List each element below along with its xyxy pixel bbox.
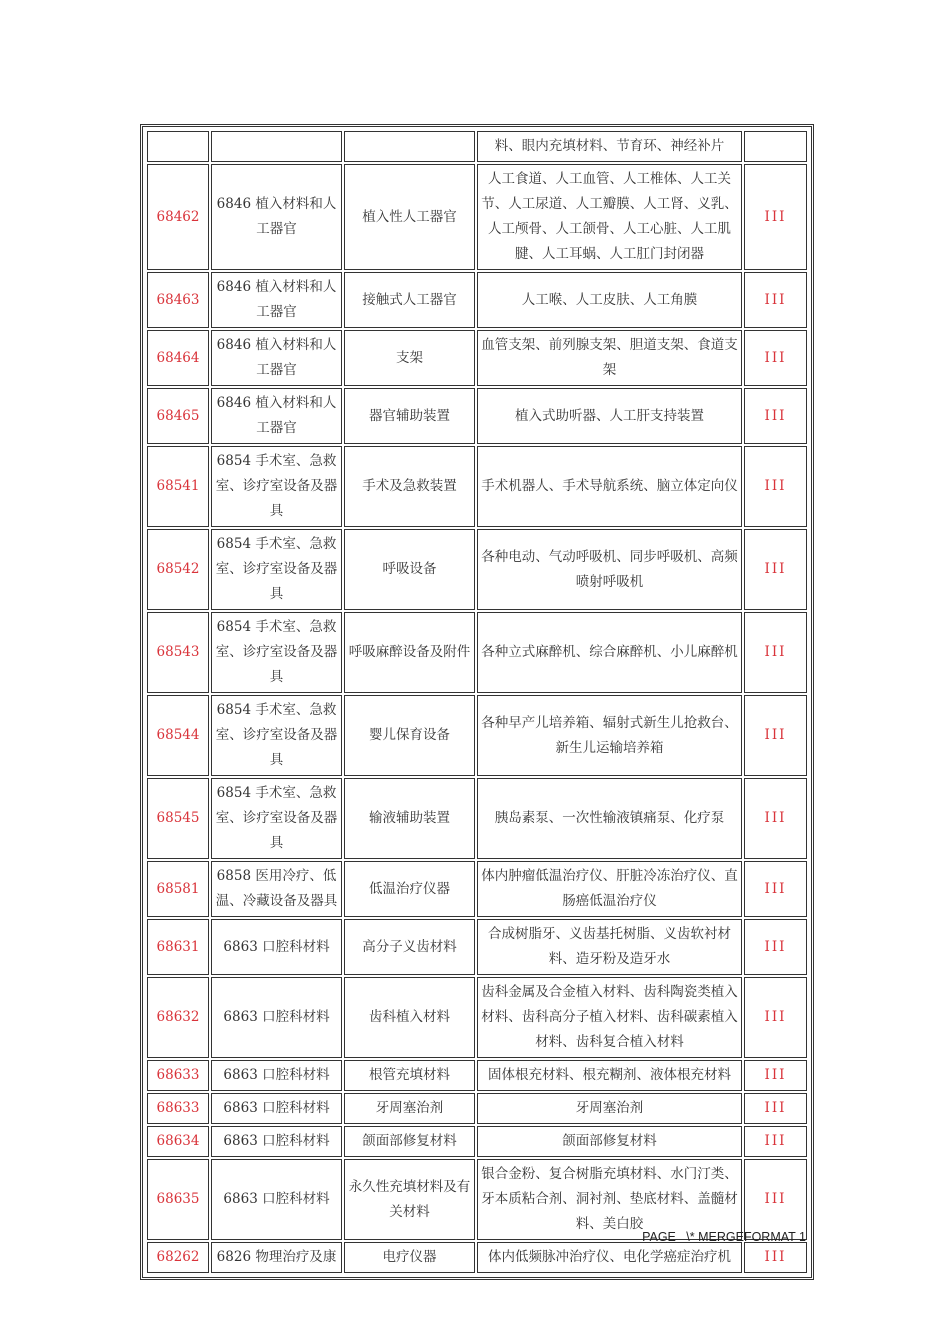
code-cell: 68464 <box>147 330 209 386</box>
table-row <box>147 131 807 162</box>
table-row <box>147 388 807 444</box>
examples-cell: 料、眼内充填材料、节育环、神经补片 <box>477 131 742 162</box>
product-name-cell: 接触式人工器官 <box>344 272 475 328</box>
product-name-cell: 植入性人工器官 <box>344 164 475 270</box>
table-row <box>147 529 807 610</box>
table-row <box>147 446 807 527</box>
category-cell: 6863 口腔科材料 <box>211 977 342 1058</box>
code-cell: 68542 <box>147 529 209 610</box>
code-cell: 68545 <box>147 778 209 859</box>
class-cell: III <box>744 1060 807 1091</box>
product-name-cell <box>344 131 475 162</box>
product-name-cell: 根管充填材料 <box>344 1060 475 1091</box>
category-cell: 6863 口腔科材料 <box>211 919 342 975</box>
table-row <box>147 919 807 975</box>
table-row <box>147 778 807 859</box>
class-cell: III <box>744 861 807 917</box>
class-cell: III <box>744 1093 807 1124</box>
code-cell: 68632 <box>147 977 209 1058</box>
class-cell: III <box>744 612 807 693</box>
code-cell: 68631 <box>147 919 209 975</box>
examples-cell: 植入式助听器、人工肝支持装置 <box>477 388 742 444</box>
class-cell: III <box>744 1126 807 1157</box>
table-row <box>147 695 807 776</box>
product-name-cell: 齿科植入材料 <box>344 977 475 1058</box>
code-cell: 68633 <box>147 1093 209 1124</box>
examples-cell: 银合金粉、复合树脂充填材料、水门汀类、牙本质粘合剂、洞衬剂、垫底材料、盖髓材料、美白胶 <box>477 1159 742 1240</box>
table-row <box>147 1242 807 1273</box>
examples-cell: 体内肿瘤低温治疗仪、肝脏冷冻治疗仪、直肠癌低温治疗仪 <box>477 861 742 917</box>
table-row <box>147 612 807 693</box>
category-cell: 6846 植入材料和人工器官 <box>211 164 342 270</box>
category-cell: 6854 手术室、急救室、诊疗室设备及器具 <box>211 778 342 859</box>
examples-cell: 各种早产儿培养箱、辐射式新生儿抢救台、新生儿运输培养箱 <box>477 695 742 776</box>
examples-cell: 各种电动、气动呼吸机、同步呼吸机、高频喷射呼吸机 <box>477 529 742 610</box>
table-frame <box>140 124 814 1280</box>
examples-cell: 血管支架、前列腺支架、胆道支架、食道支架 <box>477 330 742 386</box>
examples-cell: 固体根充材料、根充糊剂、液体根充材料 <box>477 1060 742 1091</box>
code-cell: 68581 <box>147 861 209 917</box>
device-classification-table <box>145 129 809 1275</box>
table-row <box>147 977 807 1058</box>
code-cell: 68543 <box>147 612 209 693</box>
code-cell: 68465 <box>147 388 209 444</box>
code-cell: 68463 <box>147 272 209 328</box>
class-cell: III <box>744 1159 807 1240</box>
examples-cell: 合成树脂牙、义齿基托树脂、义齿软衬材料、造牙粉及造牙水 <box>477 919 742 975</box>
code-cell: 68462 <box>147 164 209 270</box>
product-name-cell: 器官辅助装置 <box>344 388 475 444</box>
table-row <box>147 164 807 270</box>
category-cell: 6863 口腔科材料 <box>211 1093 342 1124</box>
table-row <box>147 1126 807 1157</box>
examples-cell: 齿科金属及合金植入材料、齿科陶瓷类植入材料、齿科高分子植入材料、齿科碳素植入材料、齿科复合植入材料 <box>477 977 742 1058</box>
table-row <box>147 861 807 917</box>
class-cell: III <box>744 272 807 328</box>
code-cell: 68262 <box>147 1242 209 1273</box>
product-name-cell: 手术及急救装置 <box>344 446 475 527</box>
code-cell: 68541 <box>147 446 209 527</box>
examples-cell: 牙周塞治剂 <box>477 1093 742 1124</box>
category-cell: 6863 口腔科材料 <box>211 1060 342 1091</box>
category-cell: 6854 手术室、急救室、诊疗室设备及器具 <box>211 446 342 527</box>
product-name-cell: 电疗仪器 <box>344 1242 475 1273</box>
class-cell: III <box>744 446 807 527</box>
product-name-cell: 支架 <box>344 330 475 386</box>
class-cell: III <box>744 1242 807 1273</box>
examples-cell: 人工喉、人工皮肤、人工角膜 <box>477 272 742 328</box>
category-cell: 6854 手术室、急救室、诊疗室设备及器具 <box>211 529 342 610</box>
product-name-cell: 高分子义齿材料 <box>344 919 475 975</box>
product-name-cell: 输液辅助装置 <box>344 778 475 859</box>
product-name-cell: 婴儿保育设备 <box>344 695 475 776</box>
code-cell: 68634 <box>147 1126 209 1157</box>
class-cell: III <box>744 164 807 270</box>
examples-cell: 颌面部修复材料 <box>477 1126 742 1157</box>
code-cell: 68633 <box>147 1060 209 1091</box>
class-cell: III <box>744 778 807 859</box>
category-cell: 6846 植入材料和人工器官 <box>211 388 342 444</box>
examples-cell: 人工食道、人工血管、人工椎体、人工关节、人工尿道、人工瓣膜、人工肾、义乳、人工颅骨、人工颌骨、人工心脏、人工肌腱、人工耳蜗、人工肛门封闭器 <box>477 164 742 270</box>
category-cell: 6846 植入材料和人工器官 <box>211 272 342 328</box>
table-row <box>147 330 807 386</box>
category-cell: 6854 手术室、急救室、诊疗室设备及器具 <box>211 695 342 776</box>
class-cell: III <box>744 388 807 444</box>
category-cell: 6846 植入材料和人工器官 <box>211 330 342 386</box>
product-name-cell: 永久性充填材料及有关材料 <box>344 1159 475 1240</box>
class-cell: III <box>744 330 807 386</box>
class-cell: III <box>744 529 807 610</box>
code-cell: 68544 <box>147 695 209 776</box>
examples-cell: 体内低频脉冲治疗仪、电化学癌症治疗机 <box>477 1242 742 1273</box>
table-row <box>147 1093 807 1124</box>
page-footer: PAGE \* MERGEFORMAT 1 <box>642 1230 806 1244</box>
table-row <box>147 272 807 328</box>
class-cell: III <box>744 919 807 975</box>
category-cell: 6863 口腔科材料 <box>211 1126 342 1157</box>
category-cell: 6858 医用冷疗、低温、冷藏设备及器具 <box>211 861 342 917</box>
examples-cell: 手术机器人、手术导航系统、脑立体定向仪 <box>477 446 742 527</box>
category-cell: 6854 手术室、急救室、诊疗室设备及器具 <box>211 612 342 693</box>
class-cell <box>744 131 807 162</box>
table-row <box>147 1060 807 1091</box>
category-cell <box>211 131 342 162</box>
examples-cell: 胰岛素泵、一次性输液镇痛泵、化疗泵 <box>477 778 742 859</box>
examples-cell: 各种立式麻醉机、综合麻醉机、小儿麻醉机 <box>477 612 742 693</box>
category-cell: 6826 物理治疗及康 <box>211 1242 342 1273</box>
class-cell: III <box>744 695 807 776</box>
table-row <box>147 1159 807 1240</box>
product-name-cell: 呼吸设备 <box>344 529 475 610</box>
product-name-cell: 低温治疗仪器 <box>344 861 475 917</box>
code-cell <box>147 131 209 162</box>
product-name-cell: 牙周塞治剂 <box>344 1093 475 1124</box>
class-cell: III <box>744 977 807 1058</box>
product-name-cell: 颌面部修复材料 <box>344 1126 475 1157</box>
code-cell: 68635 <box>147 1159 209 1240</box>
category-cell: 6863 口腔科材料 <box>211 1159 342 1240</box>
product-name-cell: 呼吸麻醉设备及附件 <box>344 612 475 693</box>
